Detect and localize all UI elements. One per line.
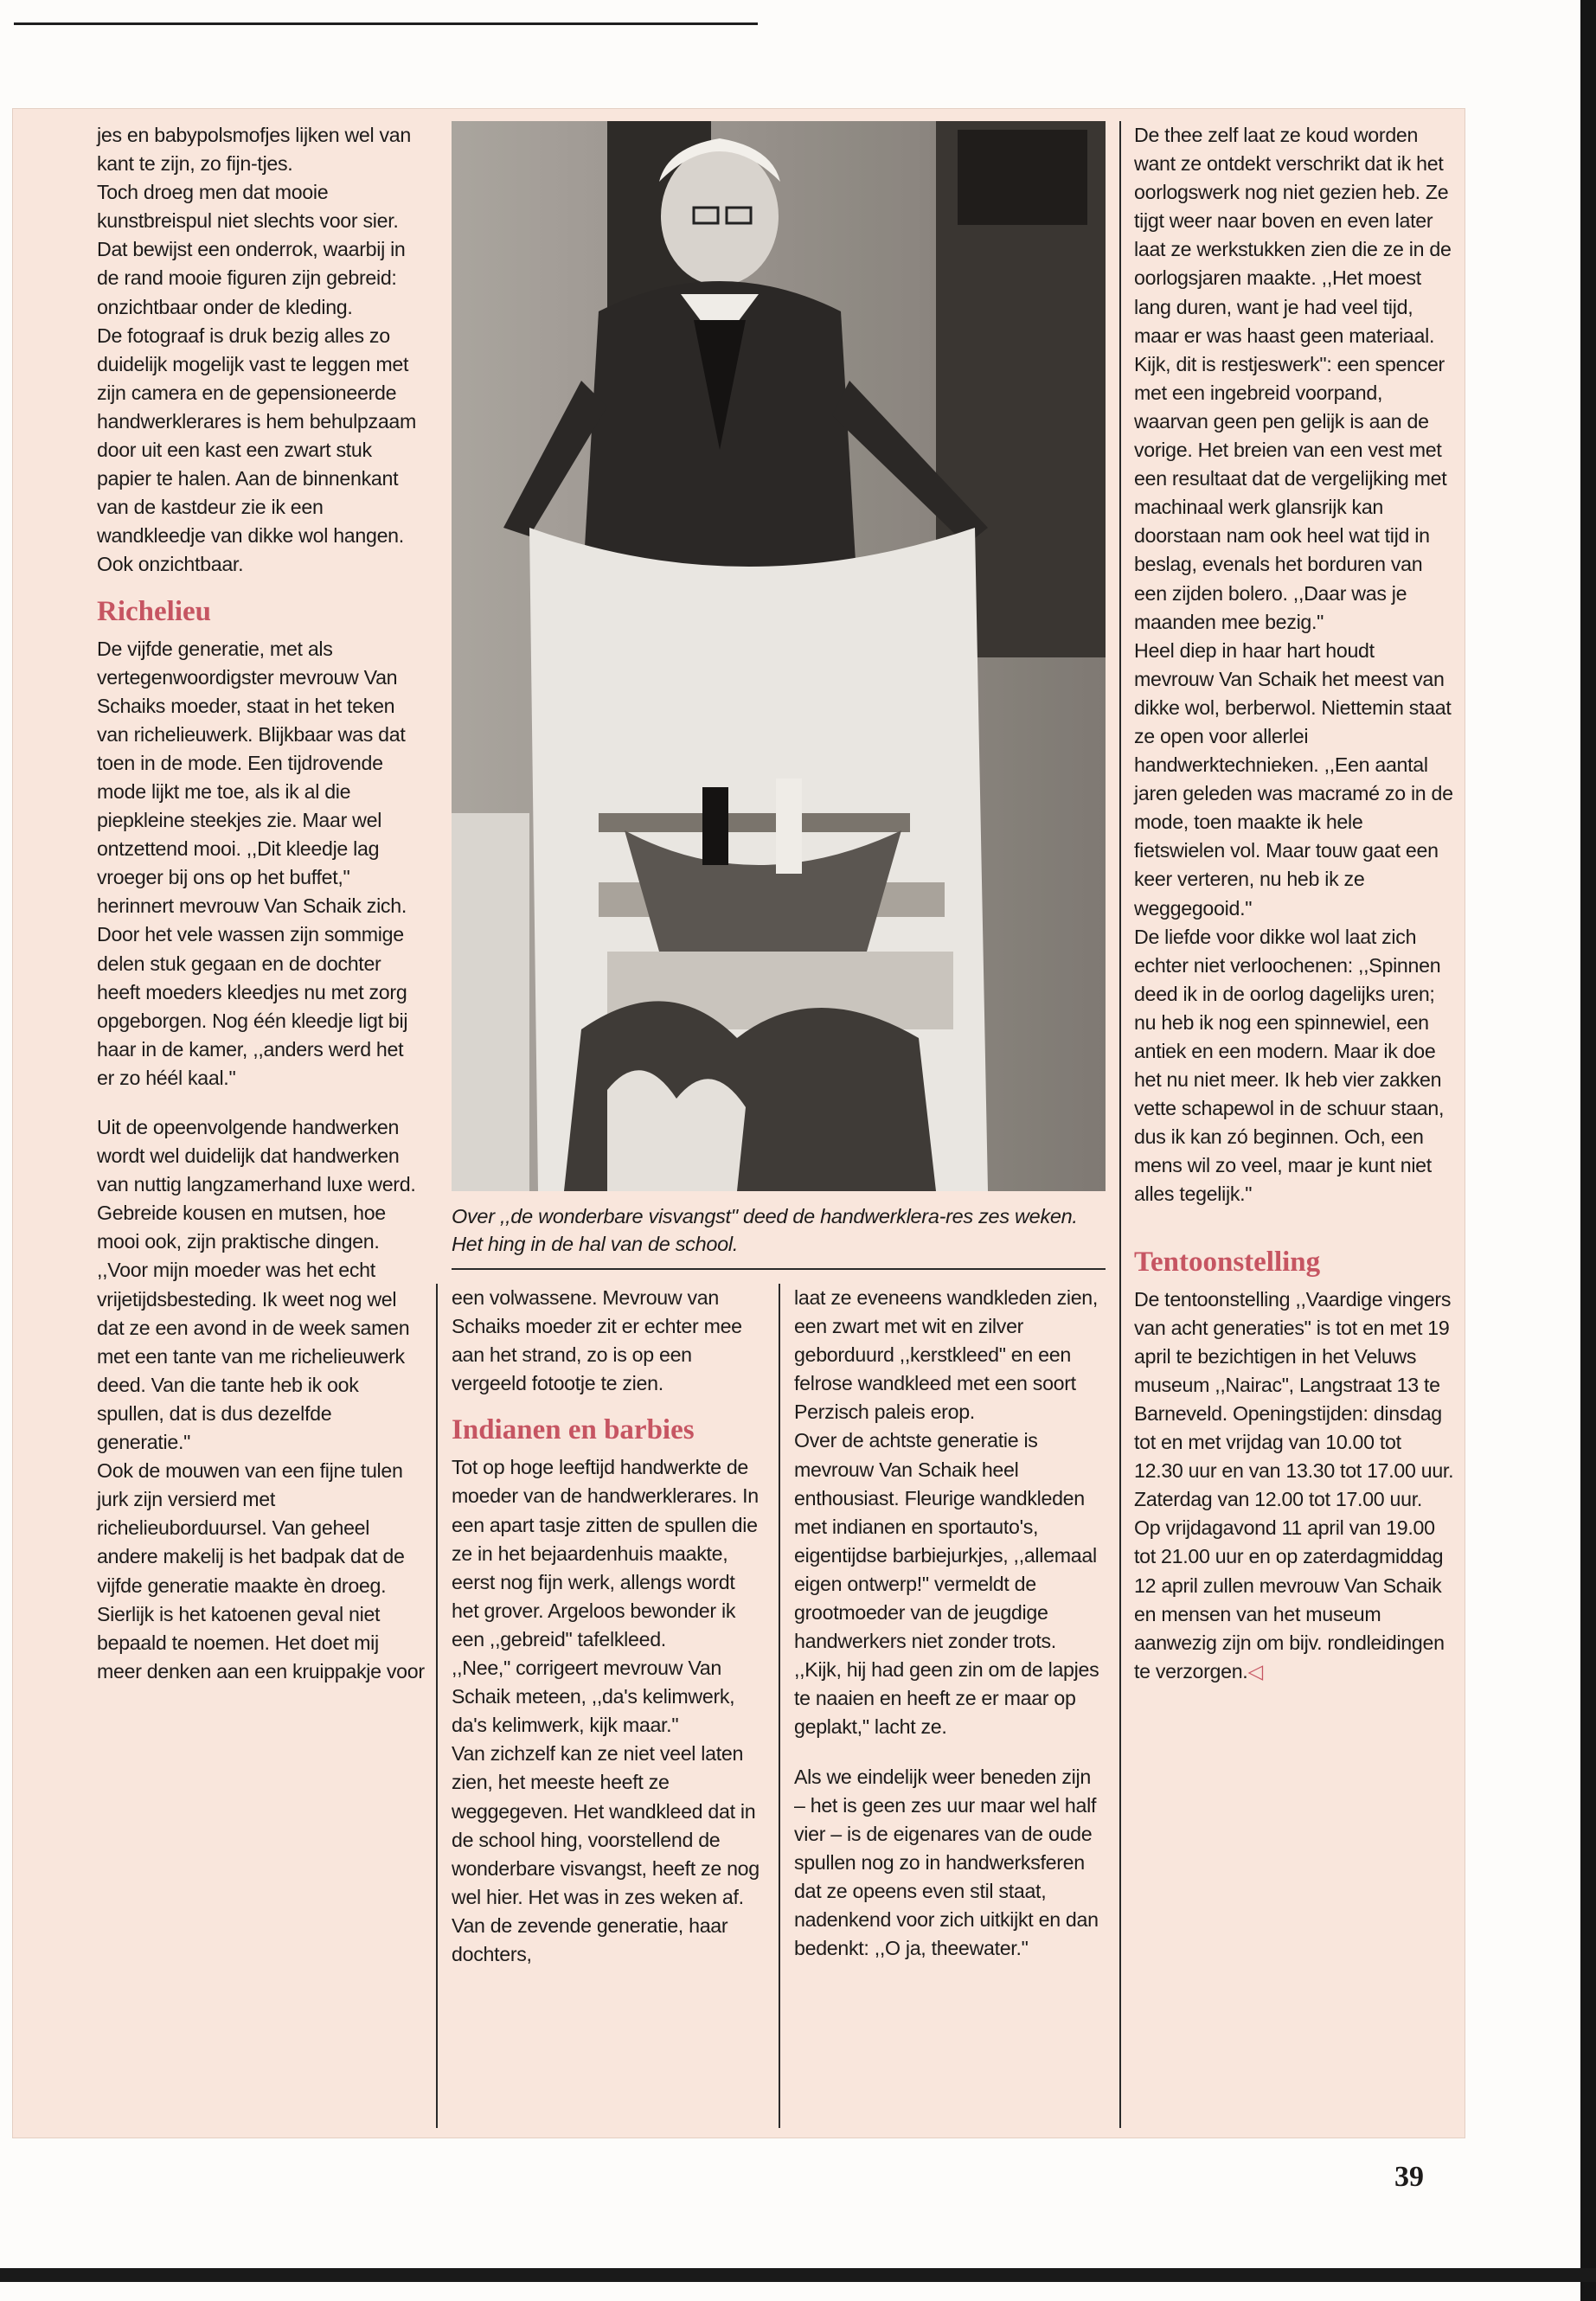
paragraph-text: Op vrijdagavond 11 april van 19.00 tot 21.00 uur en op zaterdagmiddag 12 april zullen mevrouw Van Schaik en mensen van het museum aanwezig zijn om bijv. rondleidingen te verzorgen. [1134,1516,1445,1682]
end-of-article-mark: ◁ [1247,1659,1263,1682]
paragraph: De tentoonstelling ,,Vaardige vingers van acht generaties" is tot en met 19 april te bezichtigen in het Veluws museum ,,Nairac", Langstraat 13 te Barneveld. Openingstijden: dinsdag tot en met vrijdag van 10.00 tot 12.30 uur en van 13.30 tot 17.00 uur. Zaterdag van 12.00 tot 17.00 uur. [1134,1287,1454,1511]
paragraph: Als we eindelijk weer beneden zijn – het is geen zes uur maar wel half vier – is de eigenares van de oude spullen nog zo in handwerksferen dat ze opeens even stil staat, nadenkend voor zich uitkijkt en dan bedenkt: ,,O ja, theewater." [794,1765,1099,1960]
section-heading-tentoonstelling: Tentoonstelling [1134,1246,1321,1278]
column-divider [779,1284,780,2128]
scan-edge-right [1580,0,1596,2301]
paragraph: De thee zelf laat ze koud worden want ze ontdekt verschrikt dat ik het oorlogswerk nog niet gezien heb. Ze tijgt weer naar boven en even later laat ze werkstukken zien die ze in de oorlogsjaren maakte. ,,Het moest lang duren, want je had veel tijd, maar er was haast geen materiaal. Kijk, dit is restjeswerk": een spencer met een ingebreid voorpand, waarvan geen pen gelijk is aan de vorige. Het breien van een vest met een resultaat dat de vergelijking met machinaal werk glansrijk kan doorstaan nam ook heel wat tijd in beslag, evenals het borduren van een zijden bolero. ,,Daar was je maanden mee bezig." [1134,124,1452,633]
paragraph: De fotograaf is druk bezig alles zo duidelijk mogelijk vast te leggen met zijn camera en de gepensioneerde handwerklerares is hem behulpzaam door uit een kast een zwart stuk papier te halen. Aan de binnenkant van de kastdeur zie ik een wandkleedje van dikke wol hangen. Ook onzichtbaar. [97,324,417,576]
column-divider [1119,121,1121,2128]
paragraph: Over de achtste generatie is mevrouw Van Schaik heel enthousiast. Fleurige wandkleden met indianen en sportauto's, eigentijdse barbiejurkjes, ,,allemaal eigen ontwerp!" vermeldt de grootmoeder van de jeugdige handwerkers niet zonder trots. ,,Kijk, hij had geen zin om de lapjes te naaien en heeft ze er maar op geplakt," lacht ze. [794,1429,1099,1739]
paragraph: laat ze eveneens wandkleden zien, een zwart met wit en zilver geborduurd ,,kerstkleed" en een felrose wandkleed met een soort Perzisch paleis erop. [794,1286,1099,1424]
top-rule [14,22,758,25]
page-number: 39 [1394,2161,1424,2193]
column-3 [794,1284,1102,1963]
paragraph: Heel diep in haar hart houdt mevrouw Van Schaik het meest van dikke wol, berberwol. Niettemin staat ze open voor allerlei handwerktechnieken. ,,Een aantal jaren geleden was macramé zo in de mode, toen maakte ik hele fietswielen vol. Maar touw gaat een keer verteren, nu heb ik ze weggegooid." [1134,638,1453,920]
paragraph: Ook de mouwen van een fijne tulen jurk zijn versierd met richelieuborduursel. Van geheel andere makelij is het badpak dat de vijfde generatie maakte èn droeg. Sierlijk is het katoenen geval niet bepaald te noemen. Het doet mij meer denken aan een kruippakje voor [97,1459,425,1682]
photo-illustration [452,121,1106,1191]
column-4 [1134,121,1454,1686]
paragraph: De vijfde generatie, met als vertegenwoordigster mevrouw Van Schaiks moeder, staat in het teken van richelieuwerk. Blijkbaar was dat toen in de mode. Een tijdrovende mode lijkt me toe, als ik al die piepkleine steekjes zie. Maar wel ontzettend mooi. ,,Dit kleedje lag vroeger bij ons op het buffet," herinnert mevrouw Van Schaik zich. Door het vele wassen zijn sommige delen stuk gegaan en de dochter heeft moeders kleedjes nu met zorg opgeborgen. Nog één kleedje ligt bij haar in de kamer, ,,anders werd het er zo héél kaal." [97,637,408,1089]
paragraph: ,,Nee," corrigeert mevrouw Van Schaik meteen, ,,da's kelimwerk, da's kelimwerk, kijk maar." [452,1657,735,1737]
column-1 [97,121,426,1686]
scan-edge-bottom [0,2268,1596,2282]
paragraph: Uit de opeenvolgende handwerken wordt wel duidelijk dat handwerken van nuttig langzamerhand luxe werd. Gebreide kousen en mutsen, hoe mooi ook, zijn praktische dingen. ,,Voor mijn moeder was het echt vrijetijdsbesteding. Ik weet nog wel dat ze een avond in de week samen met een tante van me richelieuwerk deed. Van die tante heb ik ook spullen, dat is dus dezelfde generatie." [97,1116,416,1454]
section-heading-indianen: Indianen en barbies [452,1414,695,1446]
photo-woman-holding-wall-hanging [452,121,1106,1191]
paragraph: Tot op hoge leeftijd handwerkte de moeder van de handwerklerares. In een apart tasje zitten de spullen die ze in het bejaardenhuis maakte, eerst nog fijn werk, allengs wordt het grover. Argeloos bewonder ik een ,,gebreid" tafelkleed. [452,1456,759,1650]
column-2 [452,1284,761,1969]
paragraph [1134,1514,1454,1686]
column-divider [436,1284,438,2128]
paragraph: een volwassene. Mevrouw van Schaiks moeder zit er echter mee aan het strand, zo is op een vergeeld fotootje te zien. [452,1286,742,1395]
paragraph: De liefde voor dikke wol laat zich echter niet verloochenen: ,,Spinnen deed ik in de oorlog dagelijks uren; nu heb ik nog een spinnewiel, een antiek en een modern. Maar ik doe het nu niet meer. Ik heb vier zakken vette schapewol in de schuur staan, dus ik kan zó beginnen. Och, een mens wil zo veel, maar je kunt niet alles tegelijk." [1134,925,1445,1206]
section-heading-richelieu: Richelieu [97,595,211,627]
divider [452,1268,1106,1270]
paragraph: Van zichzelf kan ze niet veel laten zien, het meeste heeft ze weggegeven. Het wandkleed dat in de school hing, voorstellend de wonderbare visvangst, heeft ze nog wel hier. Het was in zes weken af. Van de zevende generatie, haar dochters, [452,1742,760,1965]
paragraph: Toch droeg men dat mooie kunstbreispul niet slechts voor sier. Dat bewijst een onderrok, waarbij in de rand mooie figuren zijn gebreid: onzichtbaar onder de kleding. [97,181,406,318]
photo-caption: Over ,,de wonderbare visvangst" deed de handwerklera-res zes weken. Het hing in de hal van de school. [452,1205,1078,1255]
paragraph: jes en babypolsmofjes lijken wel van kant te zijn, zo fijn-tjes. [97,124,411,176]
